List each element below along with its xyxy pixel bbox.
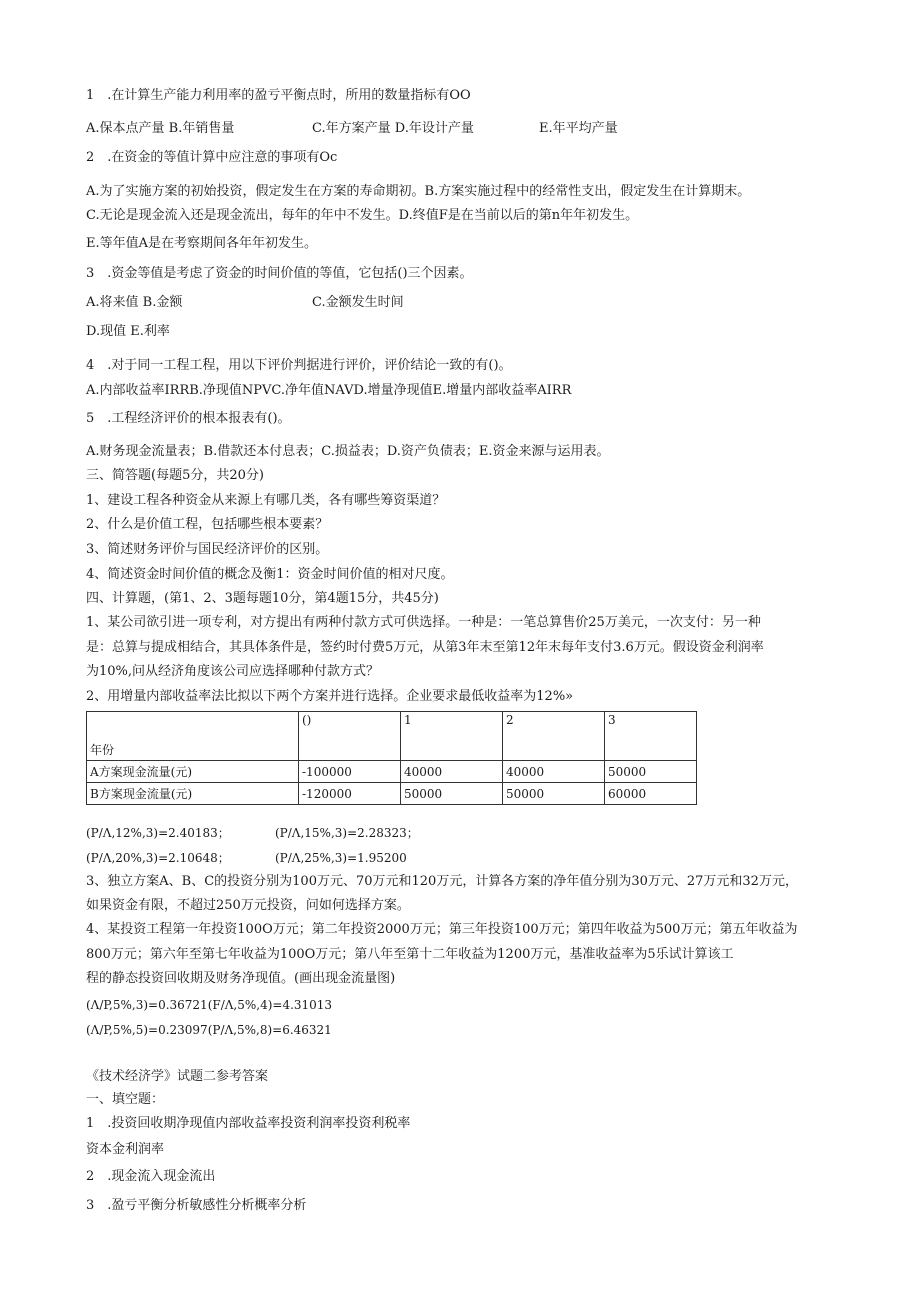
question-1: 1 .在计算生产能力利用率的盈亏平衡点时，所用的数量指标有OO: [86, 88, 471, 103]
q2-option-cd: C.无论是现金流入还是现金流出，每年的年中不发生。D.终值F是在当前以后的第n年年初发生。: [86, 208, 639, 223]
calc-3-line-2: 如果资金有限，不超过250万元投资，问如何选择方案。: [86, 898, 410, 913]
answer-1: 1 .投资回收期净现值内部收益率投资利润率投资利税率: [86, 1116, 411, 1131]
question-2: 2 .在资金的等值计算中应注意的事项有Oc: [86, 150, 338, 165]
table-header-cell: 年份: [87, 712, 299, 761]
factor-4: (Λ/P,5%,5)=0.23097(P/Λ,5%,8)=6.46321: [86, 1023, 332, 1037]
short-answer-3: 3、简述财务评价与国民经济评价的区别。: [86, 542, 329, 557]
table-cell: B方案现金流量(元): [87, 783, 299, 805]
answer-2: 2 .现金流入现金流出: [86, 1169, 216, 1184]
table-cell: -100000: [299, 761, 401, 783]
answer-section-1: 一、填空题：: [86, 1092, 165, 1107]
factor-1b: (P/Λ,15%,3)=2.28323；: [275, 826, 419, 840]
q2-option-ab: A.为了实施方案的初始投资，假定发生在方案的寿命期初。B.方案实施过程中的经常性支出，假定发生在计算期末。: [86, 184, 751, 199]
q2-option-e: E.等年值A是在考察期间各年年初发生。: [86, 236, 318, 251]
calc-1-line-2: 是：总算与提成相结合，其具体条件是，签约时付费5万元，从第3年末至第12年末每年支付3.6万元。假设资金利润率: [86, 640, 764, 655]
answer-1-cont: 资本金利润率: [86, 1142, 165, 1157]
table-header-cell: 3: [605, 712, 697, 761]
calc-4-line-1: 4、某投资工程第一年投资100O万元；第二年投资2000万元；第三年投资100万元；第四年收益为500万元；第五年收益为: [86, 922, 798, 937]
calc-1-line-1: 1、某公司欲引进一项专利，对方提出有两种付款方式可供选择。一种是：一笔总算售价25万美元，一次支付：另一种: [86, 615, 761, 630]
q3-option-de: D.现值 E.利率: [86, 324, 170, 339]
q1-option-e: E.年平均产量: [539, 121, 618, 136]
short-answer-1: 1、建设工程各种资金从来源上有哪几类，各有哪些筹资渠道？: [86, 493, 446, 508]
question-5: 5 .工程经济评价的根本报表有()。: [86, 411, 291, 426]
table-row: [87, 761, 697, 783]
factor-2b: (P/Λ,25%,3)=1.95200: [275, 851, 407, 865]
calc-4-line-3: 程的静态投资回收期及财务净现值。(画出现金流量图): [86, 971, 396, 986]
table-cell: 50000: [401, 783, 503, 805]
table-header-cell: 2: [503, 712, 605, 761]
table-row: [87, 783, 697, 805]
table-cell: 40000: [503, 761, 605, 783]
calc-4-line-2: 800万元；第六年至第七年收益为100O万元；第八年至第十二年收益为1200万元，基准收益率为5乐试计算该工: [86, 947, 734, 962]
table-cell: -120000: [299, 783, 401, 805]
cash-flow-table: [86, 711, 697, 805]
table-header-cell: 1: [401, 712, 503, 761]
q3-option-c: C.金额发生时间: [312, 295, 404, 310]
calc-3-line-1: 3、独立方案A、B、C的投资分别为100万元、70万元和120万元，计算各方案的净年值分别为30万元、27万元和32万元，: [86, 874, 798, 889]
q3-option-ab: A.将来值 B.金额: [86, 295, 183, 310]
table-cell: 60000: [605, 783, 697, 805]
calc-2: 2、用增量内部收益率法比拟以下两个方案并进行选择。企业要求最低收益率为12%»: [86, 689, 574, 704]
calc-1-line-3: 为10%,问从经济角度该公司应选择哪种付款方式？: [86, 664, 380, 679]
q1-option-ab: A.保本点产量 B.年销售量: [86, 121, 235, 136]
section-3-heading: 三、简答题(每题5分，共20分): [86, 468, 264, 483]
factor-3: (Λ/P,5%,3)=0.36721(F/Λ,5%,4)=4.31013: [86, 998, 333, 1012]
section-4-heading: 四、计算题，(第1、2、3题每题10分，第4题15分，共45分): [86, 591, 439, 606]
short-answer-2: 2、什么是价值工程，包括哪些根本要素？: [86, 517, 329, 532]
table-cell: 40000: [401, 761, 503, 783]
q5-options: A.财务现金流量表；B.借款还本付息表；C.损益表；D.资产负债表；E.资金来源与运用表。: [86, 444, 610, 459]
answer-title: 《技术经济学》试题二参考答案: [86, 1069, 269, 1084]
table-cell: A方案现金流量(元): [87, 761, 299, 783]
question-3: 3 .资金等值是考虑了资金的时间价值的等值，它包括()三个因素。: [86, 266, 473, 281]
factor-2a: (P/Λ,20%,3)=2.10648；: [86, 851, 230, 865]
table-cell: 50000: [503, 783, 605, 805]
table-cell: 50000: [605, 761, 697, 783]
table-header-cell: (): [299, 712, 401, 761]
factor-1a: (P/Λ,12%,3)=2.40183；: [86, 826, 230, 840]
short-answer-4: 4、简述资金时间价值的概念及衡1：资金时间价值的相对尺度。: [86, 567, 454, 582]
table-header-row: [87, 712, 697, 761]
answer-3: 3 .盈亏平衡分析敏感性分析概率分析: [86, 1198, 307, 1213]
q4-options: A.内部收益率IRRB.净现值NPVC.净年值NAVD.增量净现值E.增量内部收益率AIRR: [86, 383, 572, 398]
q1-option-cd: C.年方案产量 D.年设计产量: [312, 121, 474, 136]
question-4: 4 .对于同一工程工程，用以下评价判据进行评价，评价结论一致的有()。: [86, 358, 512, 373]
